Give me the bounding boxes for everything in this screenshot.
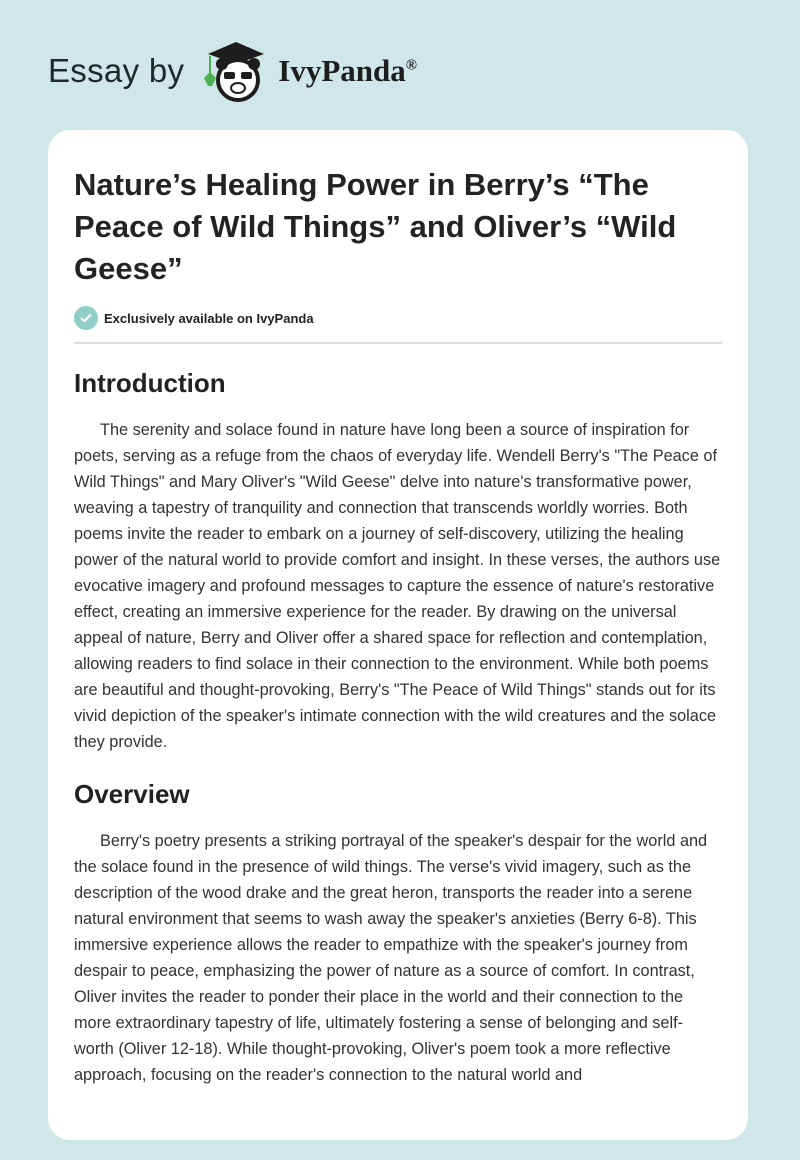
check-icon — [74, 306, 98, 330]
ivypanda-logo-icon[interactable] — [202, 38, 268, 104]
badge-label: Exclusively available on IvyPanda — [104, 310, 314, 326]
essay-by-label: Essay by — [48, 52, 185, 89]
essay-title: Nature’s Healing Power in Berry’s “The Peace of Wild Things” and Oliver’s “Wild Geese” — [74, 167, 677, 286]
site-header — [48, 36, 417, 106]
overview-paragraph: Berry's poetry presents a striking portrayal of the speaker's despair for the world and the solace found in the presence of wild things. The verse's vivid imagery, such as the description of the wood drake and the great heron, transports the reader into a serene natural environment that seems to wash away the speaker's anxieties (Berry 6-8). This immersive experience allows the reader to empathize with the speaker's journey from despair to peace, emphasizing the power of nature as a source of comfort. In contrast, Oliver invites the reader to ponder their place in the world and their connection to the more extraordinary tapestry of life, ultimately fostering a sense of belonging and self-worth (Oliver 12-18). While thought-provoking, Oliver's poem took a more reflective approach, focusing on the reader's connection to the natural world and — [74, 832, 708, 1084]
divider — [74, 342, 722, 344]
introduction-paragraph: The serenity and solace found in nature have long been a source of inspiration for poets, serving as a refuge from the chaos of everyday life. Wendell Berry's "The Peace of Wild Things" and Mary Oliver's "Wild Geese" delve into nature's transformative power, weaving a tapestry of tranquility and connection that transcends worldly worries. Both poems invite the reader to embark on a journey of self-discovery, utilizing the healing power of the natural world to provide comfort and insight. In these verses, the authors use evocative imagery and profound messages to capture the essence of nature's restorative effect, creating an immersive experience for the reader. By drawing on the universal appeal of nature, Berry and Oliver offer a shared space for reflection and contemplation, allowing readers to find solace in their connection to the environment. While both poems are beautiful and thought-provoking, Berry's "The Peace of Wild Things" stands out for its vivid depiction of the speaker's intimate connection with the wild creatures and the solace they provide. — [74, 421, 721, 751]
essay-card — [48, 130, 748, 1140]
section-heading-introduction: Introduction — [74, 368, 226, 398]
exclusive-badge — [74, 306, 722, 330]
section-heading-overview: Overview — [74, 779, 190, 809]
brand-name: IvyPanda® — [278, 53, 417, 88]
